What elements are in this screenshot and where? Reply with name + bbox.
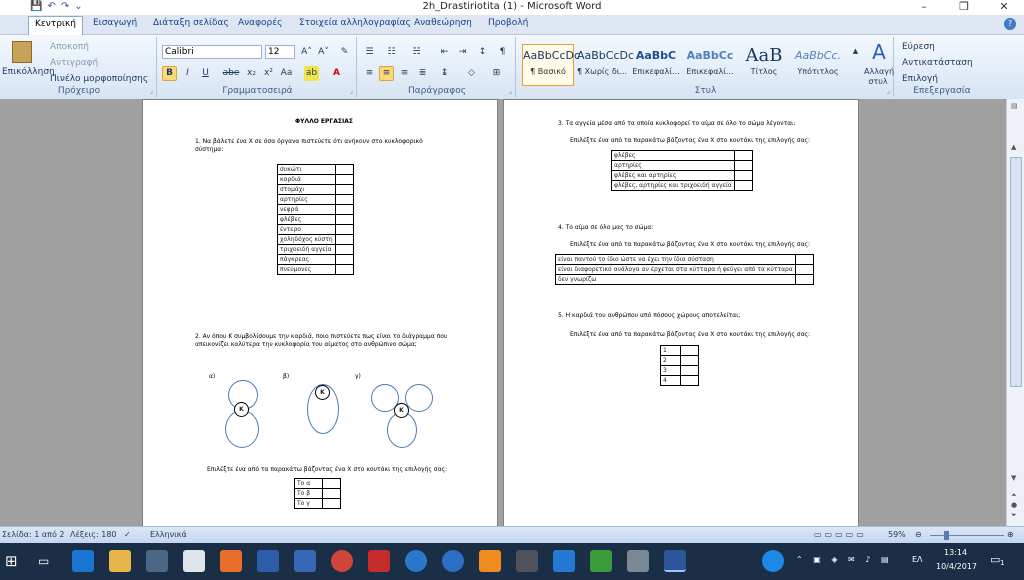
option-label: έντερο — [278, 225, 336, 235]
file-explorer-icon[interactable] — [109, 550, 131, 572]
style-preview: AaBbCcDc — [577, 49, 635, 62]
bullets-icon[interactable]: ☰ — [365, 47, 374, 57]
style-subtitle[interactable] — [792, 44, 844, 86]
document-area — [0, 99, 1006, 526]
style-name: Τίτλος — [750, 67, 778, 76]
table-row — [295, 489, 341, 499]
next-page-icon[interactable]: ⏷ — [1011, 511, 1017, 519]
answer-checkbox[interactable] — [681, 356, 699, 366]
table-row — [278, 195, 354, 205]
zoom-in-icon[interactable]: ⊕ — [1007, 530, 1014, 539]
multilevel-icon[interactable]: ☵ — [412, 47, 421, 57]
tab-references[interactable]: Αναφορές — [238, 18, 283, 28]
answer-checkbox[interactable] — [336, 185, 354, 195]
q3-options-table — [611, 150, 753, 191]
style-preview: AaBbCc. — [794, 49, 842, 62]
option-label: στομάχι — [278, 185, 336, 195]
tab-home[interactable]: Κεντρική — [28, 16, 83, 35]
diagram-a-heart: Κ — [234, 402, 249, 417]
app-icon[interactable] — [516, 550, 538, 572]
browse-object-icon[interactable]: ● — [1011, 501, 1018, 509]
tab-page-layout[interactable]: Διάταξη σελίδας — [153, 18, 229, 28]
status-bar — [0, 526, 1024, 543]
app-icon[interactable] — [405, 550, 427, 572]
line-spacing-icon[interactable]: ↨ — [440, 68, 449, 78]
window-title: 2h_Drastiriotita (1) - Microsoft Word — [422, 1, 602, 12]
styles-group — [518, 37, 894, 97]
table-row — [661, 346, 699, 356]
sort-icon[interactable]: ↕ — [478, 47, 487, 57]
help-icon[interactable]: ? — [1004, 18, 1016, 30]
worksheet-title: ΦΥΛΛΟ ΕΡΓΑΣΙΑΣ — [295, 118, 353, 125]
document-icon[interactable] — [183, 550, 205, 572]
answer-checkbox[interactable] — [336, 195, 354, 205]
paragraph-launcher-icon[interactable]: ⌟ — [508, 87, 512, 95]
align-right-icon[interactable]: ≡ — [400, 68, 409, 78]
diagram-label-b: β) — [283, 373, 290, 380]
zoom-slider-thumb[interactable] — [944, 531, 949, 540]
question-1: 1. Να βάλετε ένα X σε όσα όργανα πιστεύετε ότι ανήκουν στο κυκλοφορικό σύστημα: — [195, 138, 423, 153]
maximize-button[interactable]: ❐ — [959, 0, 969, 13]
notification-count: 1 — [1000, 559, 1005, 567]
table-row — [278, 265, 354, 275]
notifications-icon[interactable]: ▭ — [990, 553, 1001, 566]
group-label-font: Γραμματοσειρά — [222, 86, 293, 96]
option-label: Το γ — [295, 499, 323, 509]
change-styles-icon[interactable]: A — [872, 40, 886, 64]
input-language[interactable]: ΕΛ — [912, 555, 923, 564]
style-preview: AaB — [745, 45, 783, 66]
zoom-slider[interactable] — [930, 535, 1004, 536]
clipboard-group — [2, 37, 157, 97]
option-label: χοληδόχος κύστη — [278, 235, 336, 245]
option-label: πνεύμονες — [278, 265, 336, 275]
style-normal[interactable] — [522, 44, 581, 86]
malwarebytes-icon[interactable] — [257, 550, 279, 572]
answer-checkbox[interactable] — [336, 255, 354, 265]
tab-mailings[interactable]: Στοιχεία αλληλογραφίας — [299, 18, 411, 28]
table-row — [278, 255, 354, 265]
grow-font-icon[interactable]: A˄ — [301, 47, 312, 57]
chrome-icon[interactable] — [331, 550, 353, 572]
font-name-combo[interactable]: Calibri — [162, 45, 262, 59]
question-5: 5. Η καρδιά του ανθρώπου από πόσους χώρους αποτελείται; — [558, 312, 741, 319]
title-bar — [0, 0, 1024, 15]
redo-icon[interactable]: ↷ — [60, 1, 70, 12]
style-preview: AaBbC — [635, 49, 677, 62]
answer-checkbox[interactable] — [734, 171, 752, 181]
table-row — [295, 479, 341, 489]
app-icon[interactable] — [590, 550, 612, 572]
replace-button[interactable]: Αντικατάσταση — [902, 58, 973, 68]
select-button[interactable]: Επιλογή — [902, 74, 939, 84]
q4-options-table — [555, 254, 814, 285]
table-row — [278, 175, 354, 185]
find-button[interactable]: Εύρεση — [902, 42, 935, 52]
italic-button[interactable]: I — [186, 68, 189, 78]
ruler-toggle-icon[interactable]: ▤ — [1011, 102, 1018, 110]
answer-checkbox[interactable] — [734, 151, 752, 161]
option-label: είναι διαφορετικό ανάλογα αν έρχεται στα κύτταρα ή φεύγει από τα κύτταρα — [556, 265, 796, 275]
styles-scroll-icon[interactable]: ▲ — [852, 47, 859, 55]
zoom-out-icon[interactable]: ⊖ — [915, 530, 922, 539]
group-label-editing: Επεξεργασία — [913, 86, 971, 96]
option-label: φλέβες — [278, 215, 336, 225]
tray-icons[interactable]: ⌃ ▣ ◈ ✉ ♪ ▤ — [796, 555, 893, 564]
answer-checkbox[interactable] — [336, 235, 354, 245]
answer-checkbox[interactable] — [681, 376, 699, 386]
answer-checkbox[interactable] — [681, 366, 699, 376]
table-row — [278, 235, 354, 245]
option-label: είναι παντού το ίδιο ώστε να έχει την ίδια σύσταση — [556, 255, 796, 265]
question-4: 4. Το αίμα σε όλο μας το σώμα: — [558, 224, 654, 231]
option-label: Το β — [295, 489, 323, 499]
instruction-q2: Επιλέξτε ένα από τα παρακάτω βάζοντας ένα X στο κουτάκι της επιλογής σας: — [207, 466, 448, 473]
answer-checkbox[interactable] — [336, 175, 354, 185]
answer-checkbox[interactable] — [336, 205, 354, 215]
superscript-button[interactable]: x² — [264, 68, 273, 78]
option-label: φλέβες, αρτηρίες και τριχοειδή αγγεία — [612, 181, 735, 191]
font-launcher-icon[interactable]: ⌟ — [349, 87, 353, 95]
minimize-button[interactable]: – — [921, 0, 927, 13]
option-label: 3 — [661, 366, 681, 376]
instruction-q4: Επιλέξτε ένα από τα παρακάτω βάζοντας ένα X στο κουτάκι της επιλογής σας: — [570, 241, 811, 248]
scroll-down-icon[interactable]: ▼ — [1011, 474, 1017, 482]
firefox-icon[interactable] — [220, 550, 242, 572]
security-icon[interactable] — [294, 550, 316, 572]
change-case-button[interactable]: Aa — [280, 68, 293, 78]
style-heading2[interactable] — [684, 44, 736, 86]
shading-icon[interactable]: ◇ — [468, 68, 475, 78]
windows-taskbar — [0, 543, 1024, 580]
show-marks-icon[interactable]: ¶ — [499, 47, 506, 57]
table-row — [278, 225, 354, 235]
ribbon-tabs — [0, 15, 1024, 35]
clipboard-launcher-icon[interactable]: ⌟ — [149, 87, 153, 95]
app-icon[interactable] — [442, 550, 464, 572]
option-label: τριχοειδή αγγεία — [278, 245, 336, 255]
option-label: νεφρά — [278, 205, 336, 215]
table-row — [278, 205, 354, 215]
proofing-icon[interactable]: ✓ — [124, 530, 131, 539]
diagram-b-heart: Κ — [315, 385, 330, 400]
group-label-clipboard: Πρόχειρο — [57, 86, 101, 96]
scroll-up-icon[interactable]: ▲ — [1011, 143, 1017, 151]
shrink-font-icon[interactable]: A˅ — [318, 47, 329, 57]
style-title[interactable] — [738, 44, 790, 86]
subscript-button[interactable]: x₂ — [247, 68, 256, 78]
table-row — [278, 245, 354, 255]
page-1[interactable] — [142, 99, 498, 529]
app-icon[interactable] — [368, 550, 390, 572]
diagram-c-heart: Κ — [394, 403, 409, 418]
style-heading1[interactable] — [630, 44, 682, 86]
q5-options-table — [660, 345, 699, 386]
answer-checkbox[interactable] — [323, 499, 341, 509]
answer-checkbox[interactable] — [336, 265, 354, 275]
answer-checkbox[interactable] — [795, 265, 813, 275]
answer-checkbox[interactable] — [734, 161, 752, 171]
table-row — [661, 376, 699, 386]
instruction-q5: Επιλέξτε ένα από τα παρακάτω βάζοντας ένα X στο κουτάκι της επιλογής σας: — [570, 331, 811, 338]
strikethrough-button[interactable]: abe — [222, 68, 240, 78]
organs-table — [277, 164, 354, 275]
undo-icon[interactable]: ↶ — [47, 1, 56, 12]
highlight-icon[interactable]: ab — [304, 66, 319, 81]
page-2[interactable] — [503, 99, 859, 529]
diagram-label-a: α) — [209, 373, 216, 380]
paragraph-group — [359, 37, 516, 97]
view-buttons-icon[interactable]: ▭▭▭▭▭ — [814, 530, 867, 539]
decrease-indent-icon[interactable]: ⇤ — [440, 47, 449, 57]
increase-indent-icon[interactable]: ⇥ — [458, 47, 467, 57]
table-row — [278, 165, 354, 175]
numbering-icon[interactable]: ☷ — [387, 47, 396, 57]
answer-checkbox[interactable] — [336, 245, 354, 255]
answer-checkbox[interactable] — [734, 181, 752, 191]
style-name: ¶ Βασικό — [530, 67, 566, 76]
copy-button[interactable]: Αντιγραφή — [50, 58, 99, 68]
table-row — [278, 215, 354, 225]
table-row — [556, 265, 814, 275]
table-row — [612, 181, 753, 191]
clock-date[interactable]: 10/4/2017 — [936, 562, 978, 571]
style-name: Επικεφαλί... — [686, 67, 734, 76]
option-label: αρτηρίες — [278, 195, 336, 205]
paste-icon[interactable] — [12, 41, 32, 63]
option-label: 4 — [661, 376, 681, 386]
question-2: 2. Αν όπου Κ συμβολίσουμε την καρδιά, ποιο πιστεύετε πως είναι το διάγραμμα που απεικονίζει καλύτερα την κυκλοφορία του αίματος στο ανθρώπινο σώμα; — [195, 333, 448, 348]
clock-time[interactable]: 13:14 — [944, 548, 968, 557]
table-row — [278, 185, 354, 195]
answer-checkbox[interactable] — [795, 275, 813, 285]
qat-customize-icon[interactable]: ⌄ — [74, 1, 83, 12]
answer-checkbox[interactable] — [681, 346, 699, 356]
save-icon[interactable]: 💾 — [30, 1, 43, 12]
styles-launcher-icon[interactable]: ⌟ — [886, 87, 890, 95]
answer-checkbox[interactable] — [336, 215, 354, 225]
change-styles-button[interactable]: Αλλαγή στυλ — [864, 67, 895, 86]
style-no-spacing[interactable] — [576, 44, 635, 86]
option-label: φλέβες — [612, 151, 735, 161]
table-row — [295, 499, 341, 509]
ribbon — [0, 35, 1024, 99]
table-row — [661, 366, 699, 376]
word-taskbar-icon[interactable] — [664, 550, 686, 572]
option-label: δεν γνωρίζω — [556, 275, 796, 285]
table-row — [612, 151, 753, 161]
language-indicator[interactable]: Ελληνικά — [150, 530, 187, 539]
close-button[interactable]: ✕ — [999, 0, 1009, 13]
answer-checkbox[interactable] — [323, 489, 341, 499]
paste-button[interactable]: Επικόλληση — [2, 67, 55, 77]
style-name: Υπότιτλος — [797, 67, 839, 76]
align-center-icon[interactable]: ≡ — [379, 66, 394, 81]
cut-button[interactable]: Αποκοπή — [50, 42, 90, 52]
font-size-combo[interactable]: 12 — [265, 45, 295, 59]
answer-checkbox[interactable] — [323, 479, 341, 489]
start-icon[interactable]: ⊞ — [5, 552, 18, 570]
borders-icon[interactable]: ⊞ — [492, 68, 501, 78]
tab-review[interactable]: Αναθεώρηση — [414, 18, 472, 28]
option-label: φλέβες και αρτηρίες — [612, 171, 735, 181]
format-painter-button[interactable]: Πινέλο μορφοποίησης — [50, 74, 149, 84]
vertical-scrollbar[interactable] — [1006, 99, 1024, 526]
store-icon[interactable] — [146, 550, 168, 572]
style-preview: AaBbCcDc — [523, 49, 581, 62]
table-row — [612, 171, 753, 181]
option-label: αρτηρίες — [612, 161, 735, 171]
tray-app-icon[interactable] — [762, 550, 784, 572]
answer-checkbox[interactable] — [336, 165, 354, 175]
diagram-label-c: γ) — [355, 373, 361, 380]
page-count[interactable]: Σελίδα: 1 από 2 — [2, 530, 65, 539]
scroll-thumb[interactable] — [1010, 157, 1022, 387]
table-row — [661, 356, 699, 366]
option-label: καρδιά — [278, 175, 336, 185]
tab-insert[interactable]: Εισαγωγή — [93, 18, 138, 28]
question-3: 3. Τα αγγεία μέσα από τα οποία κυκλοφορεί το αίμα σε όλο το σώμα λέγονται: — [558, 120, 796, 127]
vlc-icon[interactable] — [479, 550, 501, 572]
clear-format-icon[interactable]: ✎ — [340, 47, 349, 57]
style-name: Επικεφαλί... — [632, 67, 680, 76]
edge-icon[interactable] — [72, 550, 94, 572]
diagram-c-right-loop — [405, 384, 433, 412]
bold-button[interactable]: B — [162, 66, 177, 81]
underline-button[interactable]: U — [202, 68, 209, 78]
answer-checkbox[interactable] — [795, 255, 813, 265]
dropbox-icon[interactable] — [553, 550, 575, 572]
font-group — [159, 37, 357, 97]
style-preview: AaBbCc — [686, 49, 734, 62]
style-name: ¶ Χωρίς δι... — [577, 67, 628, 76]
option-label: συκώτι — [278, 165, 336, 175]
word-count[interactable]: Λέξεις: 180 — [70, 530, 117, 539]
justify-icon[interactable]: ≣ — [418, 68, 427, 78]
table-row — [556, 255, 814, 265]
option-label: Το α — [295, 479, 323, 489]
prev-page-icon[interactable]: ⏶ — [1011, 491, 1017, 499]
q2-options-table — [294, 478, 341, 509]
table-row — [612, 161, 753, 171]
table-row — [556, 275, 814, 285]
option-label: 2 — [661, 356, 681, 366]
group-label-paragraph: Παράγραφος — [407, 86, 467, 96]
zoom-level[interactable]: 59% — [888, 530, 906, 539]
app-icon[interactable] — [627, 550, 649, 572]
task-view-icon[interactable]: ▭ — [38, 554, 50, 568]
instruction-q3: Επιλέξτε ένα από τα παρακάτω βάζοντας ένα X στο κουτάκι της επιλογής σας: — [570, 137, 811, 144]
group-label-styles: Στυλ — [694, 86, 717, 96]
tab-view[interactable]: Προβολή — [488, 18, 529, 28]
option-label: πάγκρεας — [278, 255, 336, 265]
align-left-icon[interactable]: ≡ — [365, 68, 374, 78]
font-color-icon[interactable]: A — [333, 68, 340, 78]
option-label: 1 — [661, 346, 681, 356]
editing-group — [896, 37, 988, 97]
answer-checkbox[interactable] — [336, 225, 354, 235]
